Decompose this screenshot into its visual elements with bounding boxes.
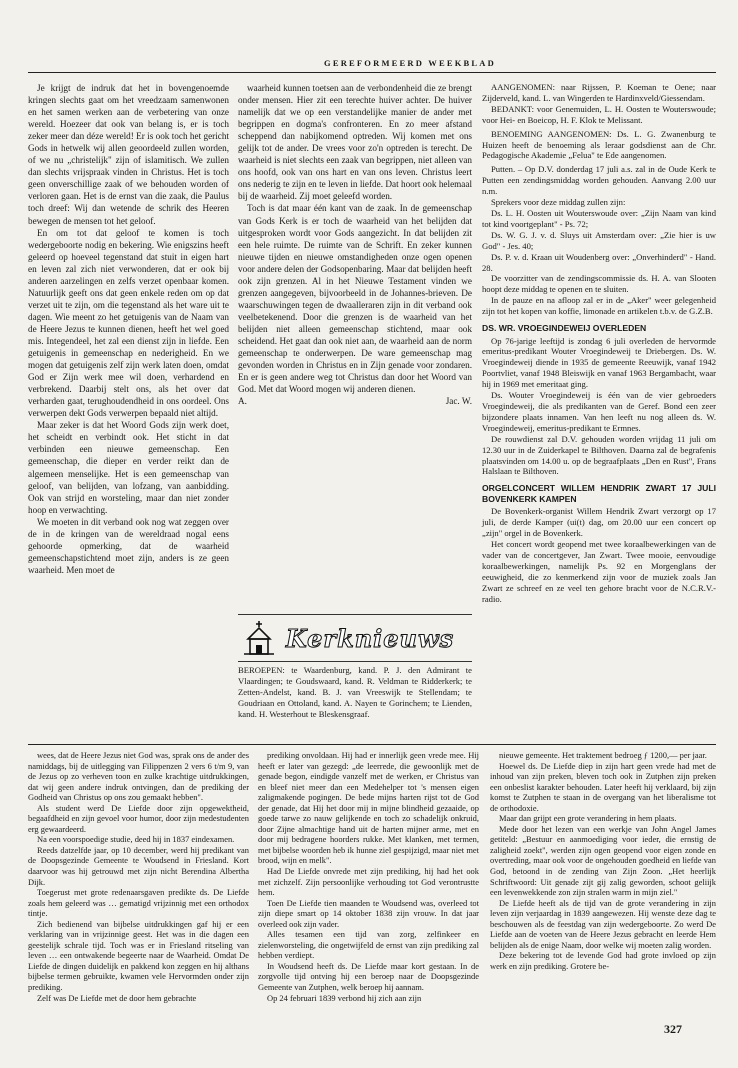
header-rule	[28, 72, 716, 73]
beroepen-block	[238, 665, 472, 737]
beroepen-text: BEROEPEN: te Waardenburg, kand. P. J. den Admirant te Vlaardingen; te Goudswaard, kand. R. Veldman te Ridderkerk; te Zetten-Andelst, kand. B. J. van Vreeswijk te Stellendam; te Goudriaan en Ottoland, kand. A. Nayen te Gorinchem; te Lienden, kand. H. Westerhout te Bleskensgraaf.	[238, 665, 472, 719]
news-column-3	[482, 82, 716, 737]
biography-paragraph: In Woudsend heeft ds. De Liefde maar kort gestaan. In de zorgvolle tijd ontving hij een beroep naar de Doopsgezinde Gemeente van Zutphen, welk beroep hij aannam.	[258, 960, 479, 993]
news-paragraph: Putten. – Op D.V. donderdag 17 juli a.s. zal in de Oude Kerk te Putten een zendingsmiddag worden gehouden. Aanvang 2.00 uur n.m.	[482, 164, 716, 197]
news-heading: ORGELCONCERT WILLEM HENDRIK ZWART 17 JULI BOVENKERK KAMPEN	[482, 483, 716, 504]
biography-paragraph: Mede door het lezen van een werkje van John Angel James getiteld: „Bestuur en aanmoediging voor ieder, die ernstig de zaligheid zoekt", werden zijn ogen geopend voor eigen zonde en overtreding, maar ook voor de ongehouden goedheid en liefde van God, betoond in de zending van Zijn Zoon. „Het heerlijk Schriftwoord: Uit genade zijt gij zalig geworden, schoot geliijk een levenwekkende zon zijn stralen warm in mijn ziel."	[490, 823, 716, 898]
article-signature	[238, 395, 472, 407]
biography-paragraph: Alles tesamen een tijd van zorg, zelfinkeer en zielenworsteling, die ongetwijfeld de ernst van zijn prediking zal hebben verdiept.	[258, 929, 479, 961]
news-paragraph: BENOEMING AANGENOMEN: Ds. L. G. Zwanenburg te Huizen heeft de benoeming als leraar godsdienst aan de Chr. Pedagogische Akademie „Felua" te Ede aangenomen.	[482, 128, 716, 161]
news-paragraph: BEDANKT: voor Genemuiden, L. H. Oosten te Wouterswoude; voor Hei- en Boeicop, H. F. Klok te Melissant.	[482, 103, 716, 125]
news-paragraph: Ds. Wouter Vroegindeweij is één van de vier gebroeders Vroegindeweij, die als predikanten van de Geref. Bond een zeer bijzondere plaats innamen. Van hen leeft nu nog alleen ds. W. Vroegindeweij, emeritus-predikant te Ermnes.	[482, 390, 716, 433]
article-paragraph: Toch is dat maar één kant van de zaak. In de gemeenschap van Gods Kerk is er toch de waarheid van het belijden dat uitgesproken wordt voor Gods aangezicht. In dat belijden zit een hele ruimte. De ruimte van de Schrift. En zeker kunnen nieuwe tijden en nieuwe omstandigheden onze ogen openen voor andere delen der Godsopenbaring. Maar dat belijden heeft ook zijn grenzen. Al in het Nieuwe Testament vinden we grenzen aangegeven, bijvoorbeeld in de Johannes-brieven. De waarschuwingen tegen de dwaalleraren zijn in dit verband ook veelbetekenend. Door die grenzen is de waarheid van het belijden niet alleen gemeenschap stichtend, maar ook scheidend. Het gaat dan ook niet aan, de waarheid aan de norm gemeenschap te onderwerpen. De ware gemeenschap mag gevonden worden in Christus en in Zijn genade voor zondaren. En er is geen andere weg tot Christus dan door het Woord van God. Met dat Woord mogen wij anderen dienen.	[238, 203, 472, 395]
news-paragraph: Ds. P. v. d. Kraan uit Woudenberg over: „Onverhinderd" - Hand. 28.	[482, 251, 716, 273]
biography-paragraph: Op 24 februari 1839 verbond hij zich aan zijn	[267, 992, 422, 1003]
biography-paragraph: Toen De Liefde tien maanden te Woudsend was, overleed tot zijn diepe smart op 14 oktober 1838 zijn vrouw. In dat jaar overleed ook zijn vader.	[258, 897, 479, 929]
article-paragraph: En om tot dat geloof te komen is toch wedergeboorte nodig en bekering. Wie enigszins heeft geleerd op hoeveel tegenstand dat stuit in eigen hart en leven zal zich niet verwonderen, dat er ook bij anderen aarzelingen en zelfs verzet openbaar komen. Natuurlijk geeft ons dat geen enkele reden om op dat verzet uit te zijn, om die tegenstand als het ware uit te dagen. Wie meent zo het getuigenis van de Naam van de Heere Jezus te kunnen dienen, heeft het wel goed mis. Integendeel, het zal een dienst zijn in liefde. Een getuigenis in gemeenschap en nederigheid. En we mogen dat getuigenis zelf zijn werk laten doen, omdat God er Zijn werk mee wil doen, verhardend en verbrekend. Daarbij stelt ons, als het over dat verharden gaat, terughoudendheid in ons oordeel. Ons verwerpen dekt Gods verwerpen bepaald niet altijd.	[28, 227, 229, 419]
biography-paragraph: Had De Liefde onvrede met zijn prediking, hij had het ook met zichzelf. Zijn persoonlijke verhouding tot God verontrustte hem.	[258, 866, 479, 898]
biography-paragraph: Reeds datzelfde jaar, op 10 december, werd hij predikant van de Doopsgezinde Gemeente te Woudsend in Friesland. Kort daarvoor was hij getrouwd met zijn nicht Berendina Albertha Dijk.	[28, 844, 249, 887]
signature-initial: A.	[238, 396, 247, 407]
biography-paragraph: nieuwe gemeente. Het traktement bedroeg ƒ 1200,— per jaar.	[499, 750, 707, 760]
article-paragraph: Je krijgt de indruk dat het in bovengenoemde kringen slechts gaat om het vreedzaam samenwonen en het samen werken aan de verbetering van onze wereld. Hoezeer dat ook van belang is, er is toch zeker meer dan déze wereld! Er is ook toch het gericht Gods in hetwelk wij allen geoordeeld zullen worden, of we nu „christelijk" zijn of islamitisch. We zullen dan slechts vrijspraak vinden in Christus. Het is toch geen onverschillige zaak of we behouden worden of verloren gaan. Het is de ernst van die zaak, die Paulus toch dreef: Wij dan wetende de schrik des Heeren bewegen de mensen tot het geloof.	[28, 83, 229, 226]
biography-paragraph: Hoewel ds. De Liefde diep in zijn hart geen vrede had met de inhoud van zijn preken, bleven toch ook in Zutphen zijn preken een onbeslist karakter behouden. Later heeft hij verklaard, bij zijn komst te Zutphen te staan in de overgang van het liberalisme tot de orthodoxie.	[490, 760, 716, 813]
biography-paragraph: Als student werd De Liefde door zijn opgewektheid, begaafdheid en zijn gevoel voor humor, door zijn medestudenten erg gewaardeerd.	[28, 802, 249, 834]
signature-author: Jac. W.	[445, 396, 472, 407]
news-paragraph: AANGENOMEN: naar Rijssen, P. Koeman te Oene; naar Zijderveld, kand. L. van Wingerden te Hardinxveld/Giessendam.	[482, 82, 716, 103]
biography-paragraph: De Liefde heeft als de tijd van de grote verandering in zijn leven zijn verjaardag in 1839 aangewezen. Hij wenste deze dag te beschouwen als de feestdag van zijn wedergeboorte. Zo werd De Liefde aan de voeten van de Heere Jezus gebracht en leerde Hem belijden als de enige Naam, door welke wij moeten zalig worden.	[490, 897, 716, 950]
bottom-column-1	[28, 750, 249, 1012]
news-paragraph: Sprekers voor deze middag zullen zijn:	[491, 197, 626, 208]
biography-paragraph: prediking onvoldaan. Hij had er innerlijk geen vrede mee. Hij heeft er later van gezegd: „de leerrede, die gewoonlijk met de genade begon, eindigde vanzelf met de werken, er Christus van en bleef niet meer dan een Medehelper tot 's mensen eigen zaligmakende pogingen. De bede mijns harten rijst tot de God der genade, dat Hij het door mij in mijne blindheid gezaaide, op goede tarwe zo nauw gelijkende en toch zo schadelijk onkruid, door Zijne almachtige hand uit de harten mijner arme, met en door mij bedragene hoorders rukke. Met klanken, met termen, met bijbelse woorden heb ik hunne ziel gespijzigd, maar niet met brood, wijn en melk".	[258, 750, 479, 866]
kerknieuws-title: Kerknieuws	[285, 623, 455, 653]
biography-paragraph: Na een voorspoedige studie, deed hij in 1837 eindexamen.	[37, 834, 235, 845]
church-icon	[242, 619, 276, 657]
news-paragraph: Op 76-jarige leeftijd is zondag 6 juli overleden de hervormde emeritus-predikant Wouter Vroegindeweij te Driebergen. Ds. W. Vroegindeweij diende in 1935 de gemeente Reeuwijk, vanaf 1942 Poortvliet, vanaf 1948 Bleiswijk en vanaf 1963 Bergambacht, waar hij in 1969 met emeritaat ging.	[482, 335, 716, 390]
biography-paragraph: wees, dat de Heere Jezus niet God was, sprak ons de ander des namiddags, bij de uitlegging van Filippenzen 2 vers 6 t/m 9, van de Jezus op zo verheven toon en zulke krachtige uitdrukkingen, dat wij geen andere indruk ontvingen, dan de prediking der Godheid van Christus op ons zou gemaakt hebben".	[28, 750, 249, 803]
news-paragraph: De Bovenkerk-organist Willem Hendrik Zwart verzorgt op 17 juli, de derde Kamper (ui(t) dag, om 20.00 uur een concert op „zijn" orgel in de Bovenkerk.	[482, 506, 716, 539]
kerknieuws-banner	[238, 614, 472, 662]
news-paragraph: De voorzitter van de zendingscommissie ds. H. A. van Slooten hoopt deze middag te openen en te sluiten.	[482, 273, 716, 295]
biography-paragraph: Zich bedienend van bijbelse uitdrukkingen gaf hij er een verklaring van in vrijzinnige geest. Het was in die dagen een geestelijk schrale tijd. Toch was er in Friesland ritseling van leven … een ontwakende begeerte naar de Waarheid. Omdat De Liefde de dingen duidelijk en pakkend kon zeggen en hij althans bijbelse termen gebruikte, kwamen vele Hervormden onder zijn prediking.	[28, 918, 249, 993]
article-paragraph: Maar zeker is dat het Woord Gods zijn werk doet, het scheidt en verbindt ook. Het sticht in dat verbinden een nieuwe gemeenschap. Een gemeenschap, die dieper en verder reikt dan de algemeen menselijke. Het is een gemeenschap van geloof, van belijden, van lofzang, van aanbidding. Ook van strijd en worsteling, maar dan niet zonder hoop en verwachting.	[28, 420, 229, 515]
article-paragraph: We moeten in dit verband ook nog wat zeggen over de in de kringen van de wereldraad nogal eens gehoorde opmerking, dat de waarheid gemeenschapstichtend moet zijn, anders is ze geen waarheid. Men moet de	[28, 516, 229, 575]
bottom-column-2	[258, 750, 479, 1012]
article-column-1	[28, 82, 229, 575]
biography-paragraph: Zelf was De Liefde met de door hem gebrachte	[37, 992, 197, 1003]
news-paragraph: Ds. L. H. Oosten uit Wouterswoude over: „Zijn Naam van kind tot kind voortgeplant" - Ps. 72;	[482, 207, 716, 229]
article-paragraph: waarheid kunnen toetsen aan de verbondenheid die ze brengt onder mensen. Hier zit een terechte huiver achter. De huiver namelijk dat we op een verstandelijke manier de ander met begrippen en dogma's confronteren. En zo meer afstand scheppend dan nabijkomend optreden. Wij komen met ons gelijk tot de ander. De vrees voor zo'n optreden is terecht. De waarheid is niet slechts een zaak van begrippen, niet alleen van ons hoofd, ook van ons hart en van ons leven. Christus leert ons nederig te zijn en te leven in liefde. Dat hoort ook helemaal bij de waarheid. Zij moet geleefd worden.	[238, 83, 472, 202]
biography-paragraph: Toegerust met grote redenaarsgaven predikte ds. De Liefde zoals hem geleerd was … gematigd vrijzinnig met een orthodox tintje.	[28, 887, 249, 919]
biography-paragraph: Deze bekering tot de levende God had grote invloed op zijn werk en zijn prediking. Grotere be-	[490, 950, 716, 971]
page-number: 327	[664, 1022, 682, 1036]
section-rule	[28, 744, 716, 745]
article-column-2	[238, 82, 472, 612]
news-paragraph: In de pauze en na afloop zal er in de „Aker" weer gelegenheid zijn tot het kopen van koffie, limonade en artikelen t.b.v. de G.Z.B.	[482, 295, 716, 317]
news-heading: DS. WR. VROEGINDEWEIJ OVERLEDEN	[482, 323, 647, 334]
masthead: GEREFORMEERD WEEKBLAD	[324, 58, 496, 68]
news-paragraph: De rouwdienst zal D.V. gehouden worden vrijdag 11 juli om 12.30 uur in de Zuiderkapel te Bilthoven. Daarna zal de begrafenis plaatsvinden om 14.00 u. op de begraafplaats „Den en Rust", Frans Halslaan te Bilthoven.	[482, 433, 716, 477]
news-paragraph: Ds. W. G. J. v. d. Sluys uit Amsterdam over: „Zie hier is uw God" - Jes. 40;	[482, 229, 716, 251]
bottom-column-3	[490, 750, 716, 1012]
news-paragraph: Het concert wordt geopend met twee koraalbewerkingen van de vader van de concertgever, Jan Zwart. Twee mooie, eenvoudige koraalbewerkingen, namelijk Ps. 92 en Morgenglans der eeuwigheid, die zo kenmerkend zijn voor de muziek zoals Jan Zwart ze schreef en ze veel ten gehore bracht voor de N.C.R.V.-radio.	[482, 539, 716, 604]
biography-paragraph: Maar dan grijpt een grote verandering in hem plaats.	[499, 813, 677, 824]
